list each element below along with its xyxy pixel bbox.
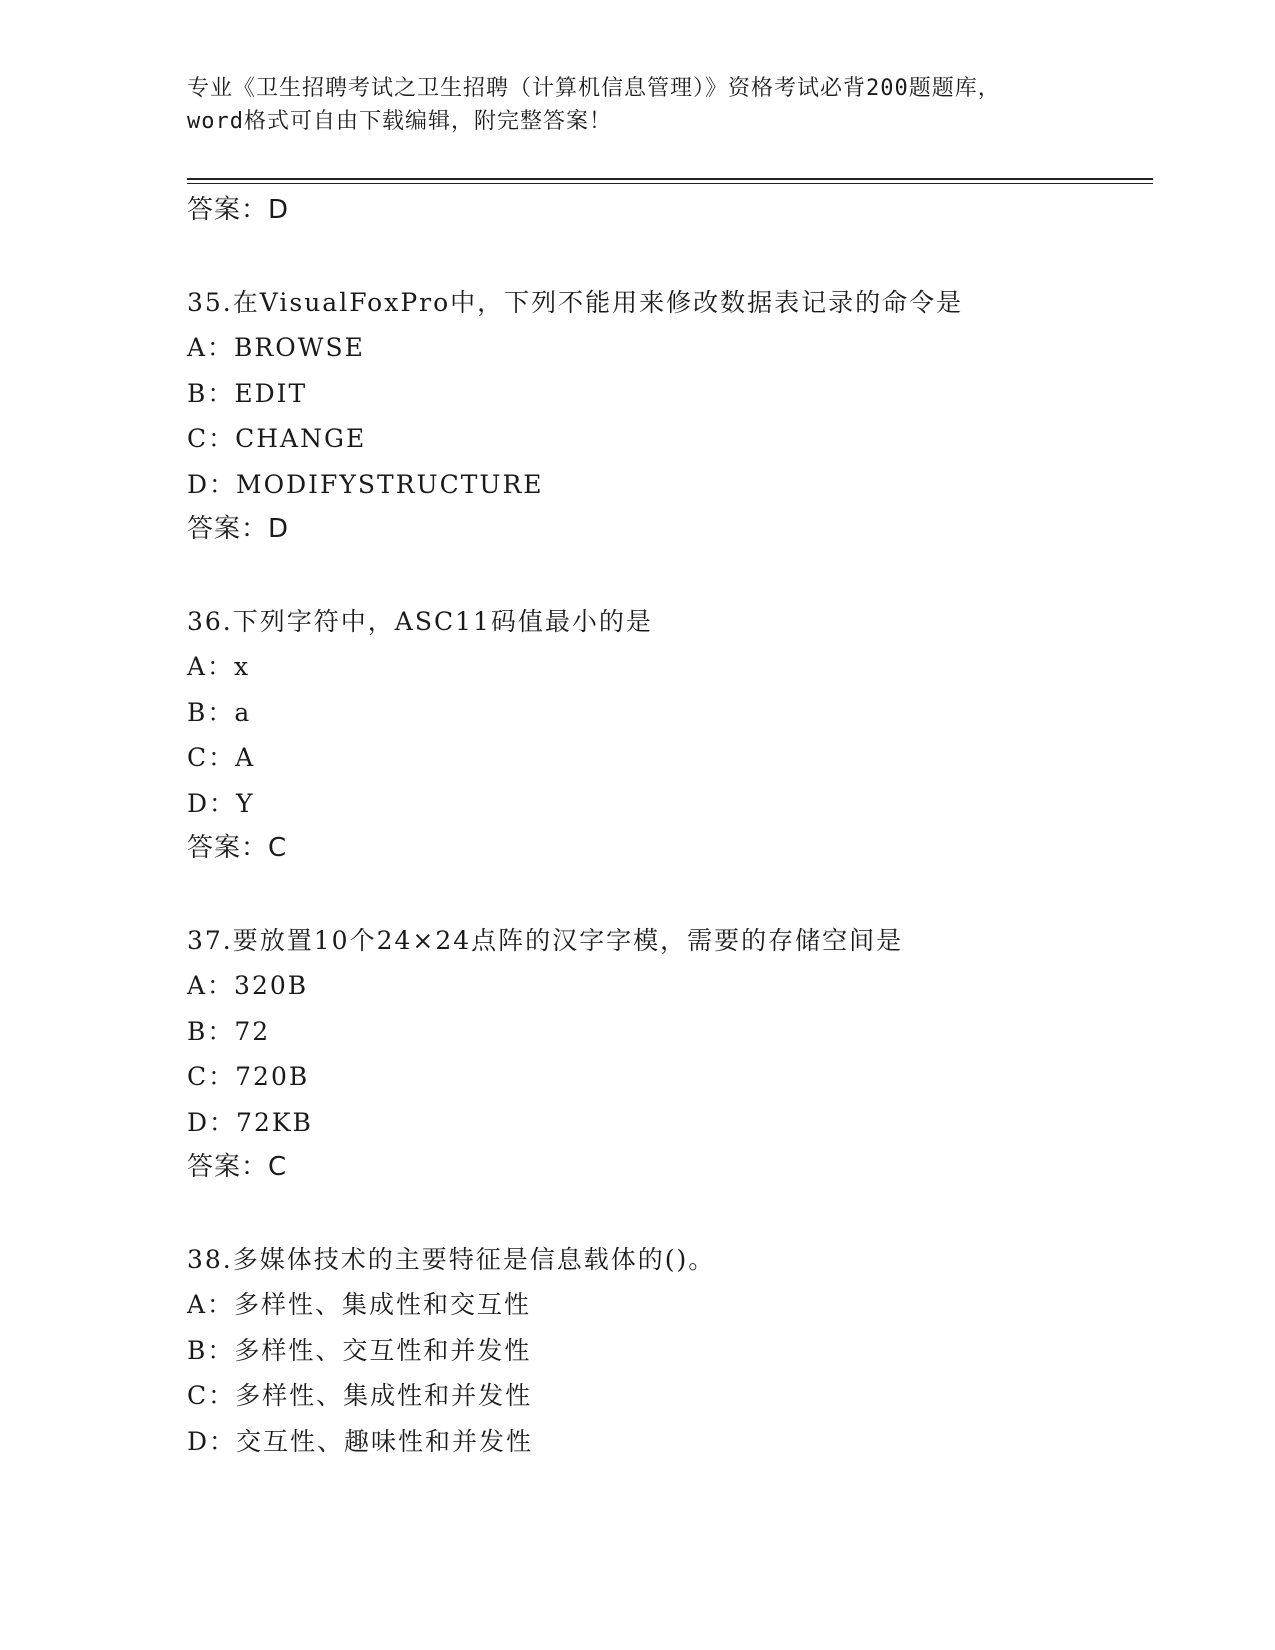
spacer xyxy=(187,553,1147,599)
option-d: D：MODIFYSTRUCTURE xyxy=(187,469,544,499)
option-a: A：BROWSE xyxy=(187,333,365,362)
header-line-2: word格式可自由下载编辑，附完整答案！ xyxy=(187,109,612,134)
question-stem: 38.多媒体技术的主要特征是信息载体的()。 xyxy=(187,1244,716,1274)
answer-line: 答案：C xyxy=(187,833,288,863)
question-38 xyxy=(187,1237,1147,1465)
answer-line: 答案：C xyxy=(187,1152,288,1182)
question-35 xyxy=(187,280,1147,553)
question-37 xyxy=(187,918,1147,1191)
spacer xyxy=(187,234,1147,280)
question-list xyxy=(187,188,1147,1464)
question-stem: 37.要放置10个24×24点阵的汉字字模，需要的存储空间是 xyxy=(187,925,904,955)
option-b: B：a xyxy=(187,697,252,727)
option-c: C：CHANGE xyxy=(187,424,367,453)
question-stem: 35.在VisualFoxPro中，下列不能用来修改数据表记录的命令是 xyxy=(187,287,964,317)
option-b: B：72 xyxy=(187,1016,271,1046)
option-a: A：多样性、集成性和交互性 xyxy=(187,1290,532,1319)
option-c: C：720B xyxy=(187,1062,310,1091)
option-c: C：多样性、集成性和并发性 xyxy=(187,1381,533,1410)
option-b: B：EDIT xyxy=(187,378,308,408)
option-d: D：交互性、趣味性和并发性 xyxy=(187,1426,534,1456)
option-a: A：320B xyxy=(187,971,309,1000)
option-b: B：多样性、交互性和并发性 xyxy=(187,1335,532,1365)
option-a: A：x xyxy=(187,652,251,681)
option-d: D：Y xyxy=(187,788,255,818)
spacer xyxy=(187,1191,1147,1237)
header-divider-thick xyxy=(187,178,1153,180)
previous-answer: 答案：D xyxy=(187,195,290,225)
option-d: D：72KB xyxy=(187,1107,313,1137)
option-c: C：A xyxy=(187,743,256,772)
answer-line: 答案：D xyxy=(187,514,290,544)
spacer xyxy=(187,872,1147,918)
document-header xyxy=(187,72,1087,138)
question-stem: 36.下列字符中，ASC11码值最小的是 xyxy=(187,606,653,636)
header-line-1: 专业《卫生招聘考试之卫生招聘（计算机信息管理）》资格考试必背200题题库， xyxy=(187,76,1001,101)
question-36 xyxy=(187,599,1147,872)
header-divider-thin xyxy=(187,183,1153,184)
